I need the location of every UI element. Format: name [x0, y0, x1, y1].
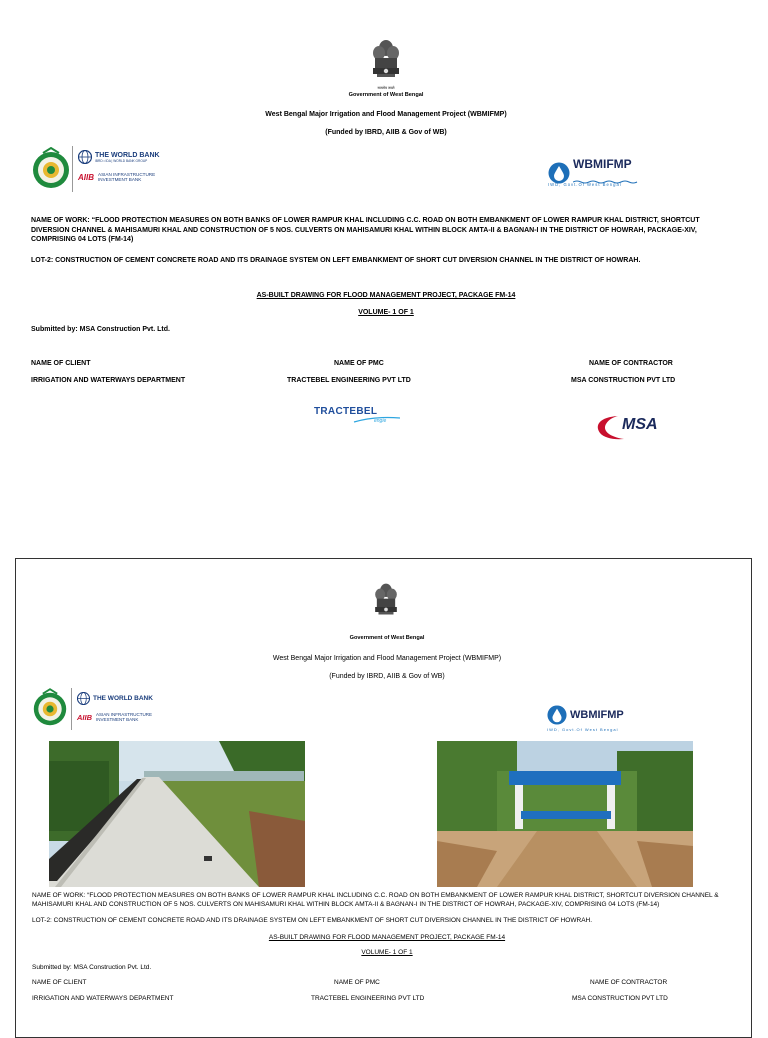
wbmifmp-sub: IWD, Govt.Of West Bengal	[548, 182, 622, 187]
tractebel-text: TRACTEBEL	[314, 406, 378, 417]
wbmifmp-sub: IWD, Govt.Of West Bengal	[547, 727, 619, 732]
contractor-name: MSA CONSTRUCTION PVT LTD	[572, 995, 668, 1002]
aiib-name: ASIAN INFRASTRUCTURE INVESTMENT BANK	[98, 172, 156, 183]
emblem-motto: सत्यमेव जयते	[377, 86, 395, 90]
project-title: West Bengal Major Irrigation and Flood Management Project (WBMIFMP)	[272, 655, 502, 662]
volume-label: VOLUME- 1 OF 1	[358, 309, 414, 316]
wbmifmp-name: WBMIFMP	[573, 157, 632, 171]
tractebel-logo	[314, 406, 387, 424]
world-bank-sub: IBRD • IDA | WORLD BANK GROUP	[95, 158, 148, 163]
cover-sheet-2	[15, 558, 752, 1038]
client-heading: NAME OF CLIENT	[32, 979, 87, 986]
wbmifmp-logo	[547, 704, 624, 726]
national-emblem-icon	[371, 580, 401, 624]
aiib-name: ASIAN INFRASTRUCTURE INVESTMENT BANK	[96, 712, 153, 722]
world-bank-logo	[77, 692, 153, 705]
msa-logo	[594, 413, 670, 441]
globe-icon	[77, 692, 90, 705]
pmc-heading: NAME OF PMC	[334, 360, 384, 367]
aiib-mark: AIIB	[78, 172, 94, 182]
msa-text: MSA	[622, 416, 658, 433]
funded-by: (Funded by IBRD, AIIB & Gov of WB)	[329, 673, 445, 680]
aiib-logo	[78, 172, 170, 182]
volume-label: VOLUME- 1 OF 1	[361, 949, 413, 956]
submitted-by: Submitted by: MSA Construction Pvt. Ltd.	[32, 964, 152, 971]
divider	[72, 146, 73, 192]
lot-description: LOT-2: CONSTRUCTION OF CEMENT CONCRETE ROAD AND ITS DRAINAGE SYSTEM ON LEFT EMBANKMENT OF SHORT CUT DIVERSION CHANNEL IN THE DISTRICT OF HOWRAH.	[31, 257, 641, 264]
national-emblem-icon	[368, 36, 404, 88]
project-title: West Bengal Major Irrigation and Flood Management Project (WBMIFMP)	[265, 111, 507, 118]
divider	[71, 688, 72, 730]
aiib-logo	[77, 712, 166, 722]
wbmifmp-name: WBMIFMP	[570, 709, 624, 721]
pmc-name: TRACTEBEL ENGINEERING PVT LTD	[287, 377, 411, 384]
pmc-name: TRACTEBEL ENGINEERING PVT LTD	[311, 995, 425, 1002]
submitted-by: Submitted by: MSA Construction Pvt. Ltd.	[31, 326, 170, 333]
gov-label: Government of West Bengal	[349, 635, 425, 641]
client-name: IRRIGATION AND WATERWAYS DEPARTMENT	[31, 377, 186, 384]
engie-swoosh-icon	[314, 416, 400, 424]
contractor-name: MSA CONSTRUCTION PVT LTD	[571, 377, 676, 384]
wb-govt-seal-icon	[31, 147, 71, 193]
road-photo	[49, 741, 305, 887]
name-of-work: NAME OF WORK: “FLOOD PROTECTION MEASURES ON BOTH BANKS OF LOWER RAMPUR KHAL INCLUDING C.C. ROAD ON BOTH EMBANKMENT OF LOWER RAMPUR KHAL DISTRICT, SHORTCUT DIVERSION CHANNEL & MAHISAMURI KHAL AND CONSTRUCTION OF 5 NOS. CULVERTS ON MAHISAMURI KHAL WITHIN BLOCK AMTA-II & BAGNAN-I IN THE DISTRICT OF HOWRAH, PACKAGE-XIV, COMPRISING 04 LOTS (FM-14)	[32, 892, 719, 908]
aiib-mark: AIIB	[77, 712, 92, 722]
client-heading: NAME OF CLIENT	[31, 360, 91, 367]
as-built-title: AS-BUILT DRAWING FOR FLOOD MANAGEMENT PROJECT, PACKAGE FM-14	[256, 292, 516, 299]
world-bank-name: THE WORLD BANK	[93, 695, 153, 702]
pmc-heading: NAME OF PMC	[334, 979, 380, 986]
world-bank-logo	[78, 150, 160, 164]
contractor-heading: NAME OF CONTRACTOR	[590, 979, 668, 986]
water-drop-icon	[547, 704, 567, 726]
contractor-heading: NAME OF CONTRACTOR	[589, 360, 673, 367]
name-of-work: NAME OF WORK: “FLOOD PROTECTION MEASURES ON BOTH BANKS OF LOWER RAMPUR KHAL INCLUDING C.C. ROAD ON BOTH EMBANKMENT OF LOWER RAMPUR KHAL DISTRICT, SHORTCUT DIVERSION CHANNEL & MAHISAMURI KHAL AND CONSTRUCTION OF 5 NOS. CULVERTS ON MAHISAMURI KHAL WITHIN BLOCK AMTA-II & BAGNAN-I IN THE DISTRICT OF HOWRAH, PACKAGE-XIV, COMPRISING 04 LOTS (FM-14)	[31, 217, 700, 243]
world-bank-name: THE WORLD BANK	[95, 151, 160, 159]
gov-label: Government of West Bengal	[348, 92, 424, 98]
globe-icon	[78, 150, 92, 164]
client-name: IRRIGATION AND WATERWAYS DEPARTMENT	[32, 995, 174, 1002]
wb-govt-seal-icon	[32, 688, 68, 730]
engie-text: engie	[374, 418, 387, 424]
lot-description: LOT-2: CONSTRUCTION OF CEMENT CONCRETE ROAD AND ITS DRAINAGE SYSTEM ON LEFT EMBANKMENT OF SHORT CUT DIVERSION CHANNEL IN THE DISTRICT OF HOWRAH.	[32, 917, 593, 924]
funded-by: (Funded by IBRD, AIIB & Gov of WB)	[325, 129, 447, 136]
culvert-photo	[437, 741, 693, 887]
as-built-title: AS-BUILT DRAWING FOR FLOOD MANAGEMENT PROJECT, PACKAGE FM-14	[268, 934, 506, 941]
